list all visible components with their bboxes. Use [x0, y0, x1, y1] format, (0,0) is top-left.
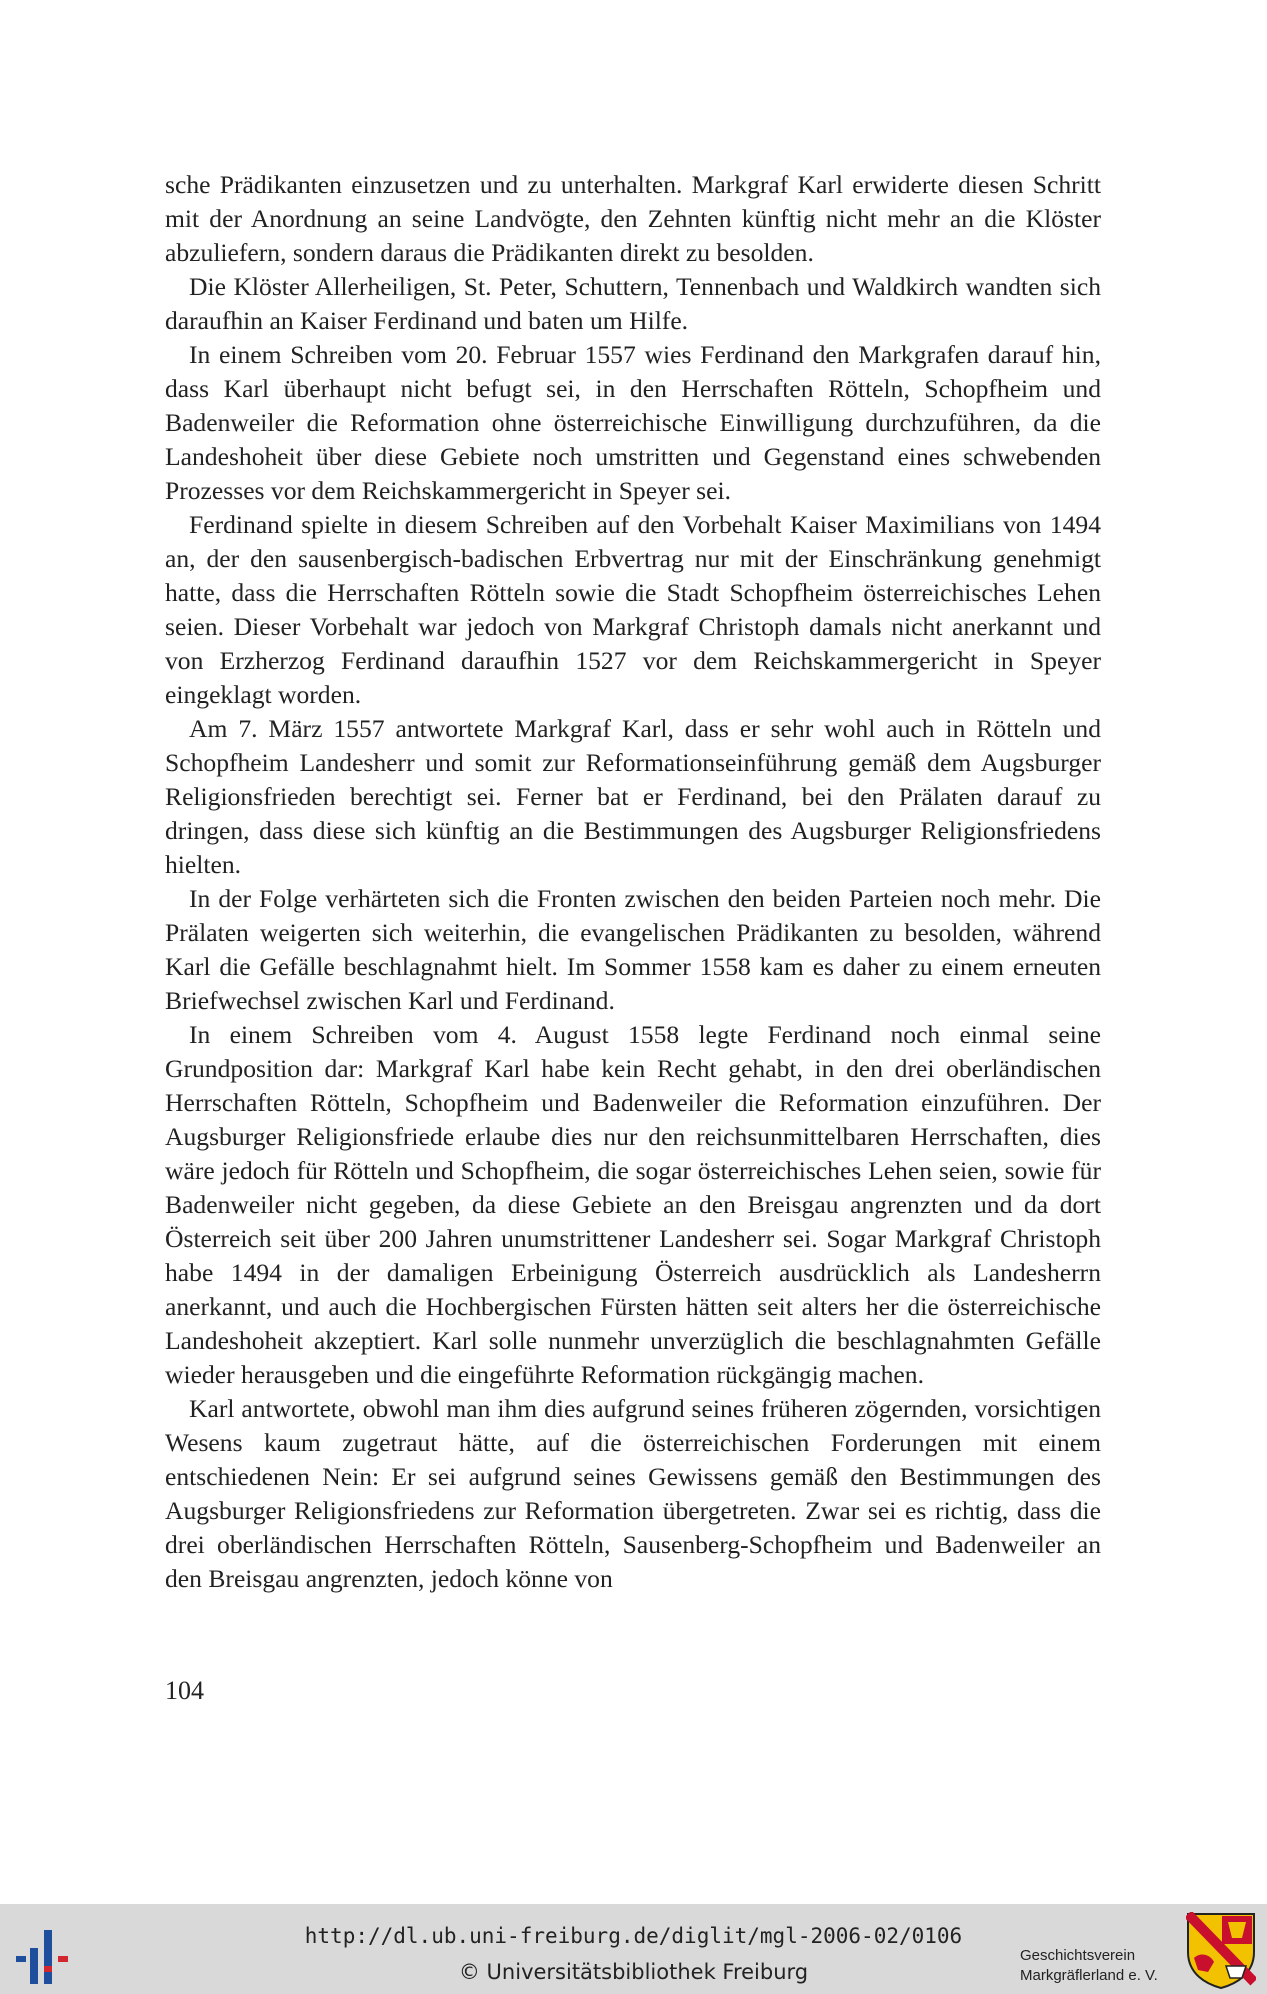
society-name: [1020, 1946, 1158, 1986]
society-line-2: Markgräflerland e. V.: [1020, 1967, 1158, 1984]
paragraph-3: In einem Schreiben vom 20. Februar 1557 wies Ferdinand den Markgrafen darauf hin, dass Karl überhaupt nicht befugt sei, in den Herrschaften Rötteln, Schopfheim und Badenweiler die Reformation ohne österreichische Einwilligung durchzuführen, da die Landeshoheit über diese Gebiete noch umstritten und Gegenstand eines schwebenden Prozesses vor dem Reichskammergericht in Speyer sei.: [165, 340, 1101, 505]
page-number: 104: [165, 1676, 204, 1705]
page-body-text: [165, 168, 1101, 1596]
paragraph-2: Die Klöster Allerheiligen, St. Peter, Schuttern, Tennenbach und Waldkirch wandten sich daraufhin an Kaiser Ferdinand und baten um Hilfe.: [165, 272, 1101, 335]
paragraph-7: In einem Schreiben vom 4. August 1558 legte Ferdinand noch einmal seine Grundposition dar: Markgraf Karl habe kein Recht gehabt, in den drei oberländischen Herrschaften Rötteln, Schopfheim und Badenweiler die Reformation einzuführen. Der Augsburger Religionsfriede erlaube dies nur den reichsunmittelbaren Herrschaften, dies wäre jedoch für Rötteln und Schopfheim, die sogar österreichisches Lehen seien, sowie für Badenweiler nicht gegeben, da diese Gebiete an den Breisgau angrenzten und da dort Österreich seit über 200 Jahren unumstrittener Landesherr sei. Sogar Markgraf Christoph habe 1494 in der damaligen Erbeinigung Österreich ausdrücklich als Landesherrn anerkannt, und auch die Hochbergischen Fürsten hätten seit alters her die österreichische Landeshoheit akzeptiert. Karl solle nunmehr unverzüglich die beschlagnahmten Gefälle wieder herausgeben und die eingeführte Reformation rückgängig machen.: [165, 1020, 1101, 1389]
paragraph-4: Ferdinand spielte in diesem Schreiben auf den Vorbehalt Kaiser Maximilians von 1494 an, der den sausenbergisch-badischen Erbvertrag nur mit der Einschränkung genehmigt hatte, dass die Herrschaften Rötteln sowie die Stadt Schopfheim österreichisches Lehen seien. Dieser Vorbehalt war jedoch von Markgraf Christoph damals nicht anerkannt und von Erzherzog Ferdinand daraufhin 1527 vor dem Reichskammergericht in Speyer eingeklagt worden.: [165, 510, 1101, 709]
footer-url-link[interactable]: http://dl.ub.uni-freiburg.de/diglit/mgl-2006-02/0106: [304, 1924, 963, 1948]
society-line-1: Geschichtsverein: [1020, 1947, 1136, 1964]
footer-bar: [0, 1904, 1267, 1994]
paragraph-8: Karl antwortete, obwohl man ihm dies aufgrund seines früheren zögernden, vorsichtigen Wesens kaum zugetraut hätte, auf die österreichischen Forderungen mit einem entschiedenen Nein: Er sei aufgrund seines Gewissens gemäß den Bestimmungen des Augsburger Religionsfriedens zur Reformation übergetreten. Zwar sei es richtig, dass die drei oberländischen Herrschaften Rötteln, Sausenberg-Schopfheim und Badenweiler an den Breisgau angrenzten, jedoch könne von: [165, 1394, 1101, 1593]
footer-copyright: © Universitätsbibliothek Freiburg: [458, 1960, 809, 1984]
paragraph-1: sche Prädikanten einzusetzen und zu unterhalten. Markgraf Karl erwiderte diesen Schritt mit der Anordnung an seine Landvögte, den Zehnten künftig nicht mehr an die Klöster abzuliefern, sondern daraus die Prädikanten direkt zu besolden.: [165, 170, 1101, 267]
coat-of-arms-icon: [1186, 1912, 1256, 1990]
paragraph-6: In der Folge verhärteten sich die Fronten zwischen den beiden Parteien noch mehr. Die Prälaten weigerten sich weiterhin, die evangelischen Prädikanten zu besolden, während Karl die Gefälle beschlagnahmt hielt. Im Sommer 1558 kam es daher zu einem erneuten Briefwechsel zwischen Karl und Ferdinand.: [165, 884, 1101, 1015]
paragraph-5: Am 7. März 1557 antwortete Markgraf Karl, dass er sehr wohl auch in Rötteln und Schopfheim Landesherr und somit zur Reformationseinführung gemäß dem Augsburger Religionsfrieden berechtigt sei. Ferner bat er Ferdinand, bei den Prälaten darauf zu dringen, dass diese sich künftig an die Bestimmungen des Augsburger Religionsfriedens hielten.: [165, 714, 1101, 879]
